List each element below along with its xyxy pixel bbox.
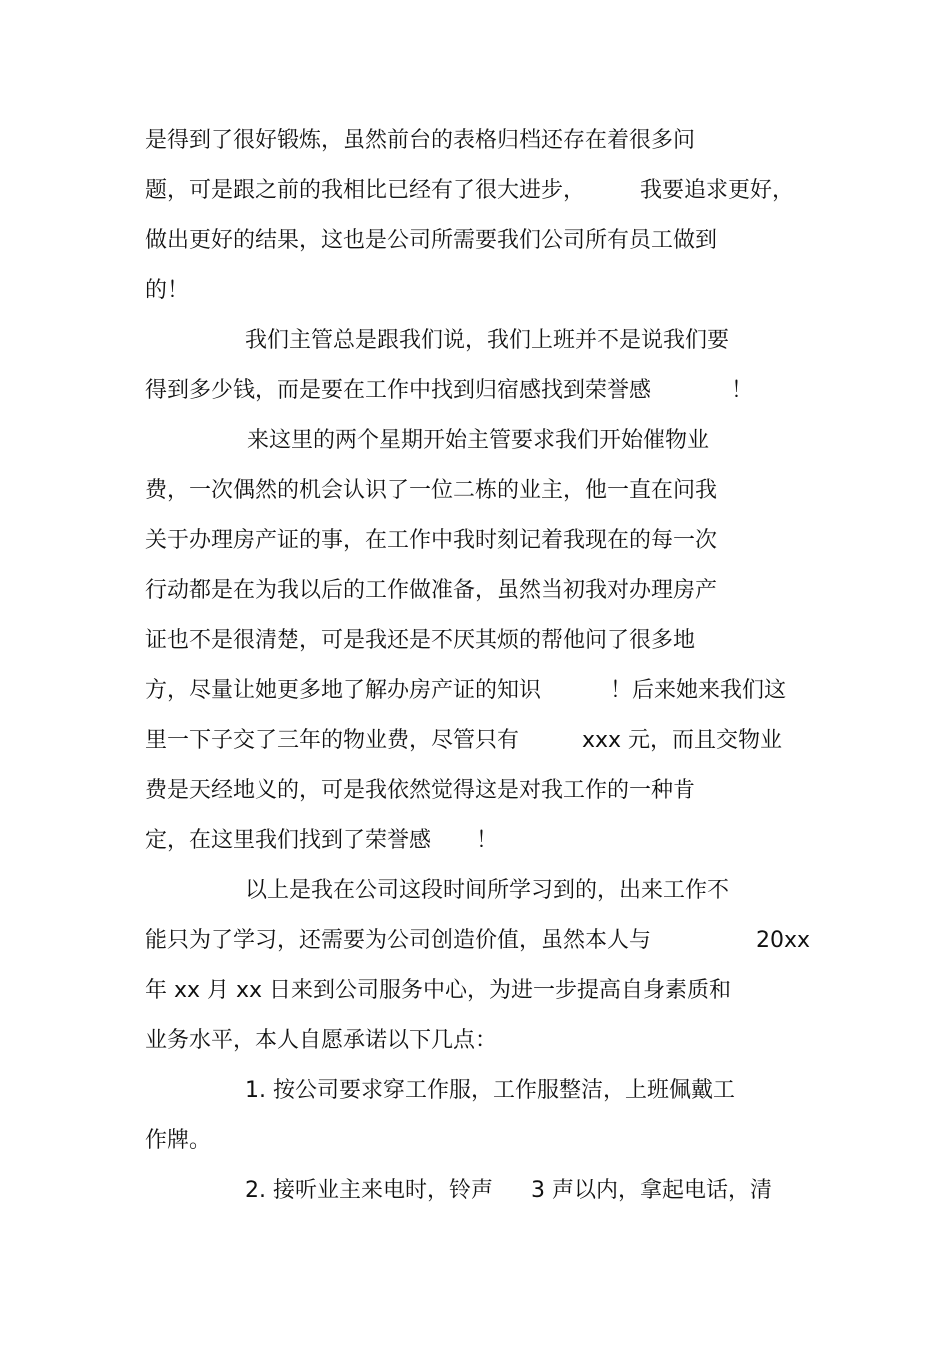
text-segment: 题，可是跟之前的我相比已经有了很大进步， (145, 178, 586, 203)
text-segment: 2. 接听业主来电时，铃声 (245, 1178, 493, 1203)
text-segment: 方，尽量让她更多地了解办房产证的知识 (145, 678, 542, 703)
text-segment: 定，在这里我们找到了荣誉感 (145, 828, 432, 853)
text-segment: 年 xx 月 xx 日来到公司服务中心，为进一步提高自身素质和 (145, 978, 732, 1003)
text-segment: 的！ (145, 278, 190, 303)
text-segment: 费是天经地义的，可是我依然觉得这是对我工作的一种肯 (145, 778, 696, 803)
text-segment: 里一下子交了三年的物业费，尽管只有 (145, 728, 520, 753)
text-segment: 来这里的两个星期开始主管要求我们开始催物业 (247, 428, 710, 453)
text-segment: 20xx (756, 928, 811, 953)
text-segment: 以上是我在公司这段时间所学习到的，出来工作不 (245, 878, 730, 903)
text-segment: 我要追求更好， (640, 178, 795, 203)
text-segment: 行动都是在为我以后的工作做准备，虽然当初我对办理房产 (145, 578, 718, 603)
text-segment: 是得到了很好锻炼，虽然前台的表格归档还存在着很多问 (145, 128, 696, 153)
text-segment: ！ (476, 828, 499, 853)
text-segment: 费，一次偶然的机会认识了一位二栋的业主，他一直在问我 (145, 478, 718, 503)
text-segment: xxx 元，而且交物业 (582, 728, 783, 753)
text-segment: ！后来她来我们这 (610, 678, 787, 703)
text-segment: 得到多少钱，而是要在工作中找到归宿感找到荣誉感 (145, 378, 652, 403)
text-segment: 关于办理房产证的事，在工作中我时刻记着我现在的每一次 (145, 528, 718, 553)
text-segment: 作牌。 (145, 1128, 212, 1153)
text-segment: 证也不是很清楚，可是我还是不厌其烦的帮他问了很多地 (145, 628, 696, 653)
text-segment: 做出更好的结果，这也是公司所需要我们公司所有员工做到 (145, 228, 718, 253)
text-segment: 业务水平，本人自愿承诺以下几点： (145, 1028, 498, 1053)
text-segment: 1. 按公司要求穿工作服，工作服整洁，上班佩戴工 (245, 1078, 735, 1103)
text-segment: 能只为了学习，还需要为公司创造价值，虽然本人与 (145, 928, 652, 953)
text-segment: 3 声以内，拿起电话，清 (531, 1178, 772, 1203)
text-segment: ！ (731, 378, 754, 403)
text-segment: 我们主管总是跟我们说，我们上班并不是说我们要 (245, 328, 730, 353)
